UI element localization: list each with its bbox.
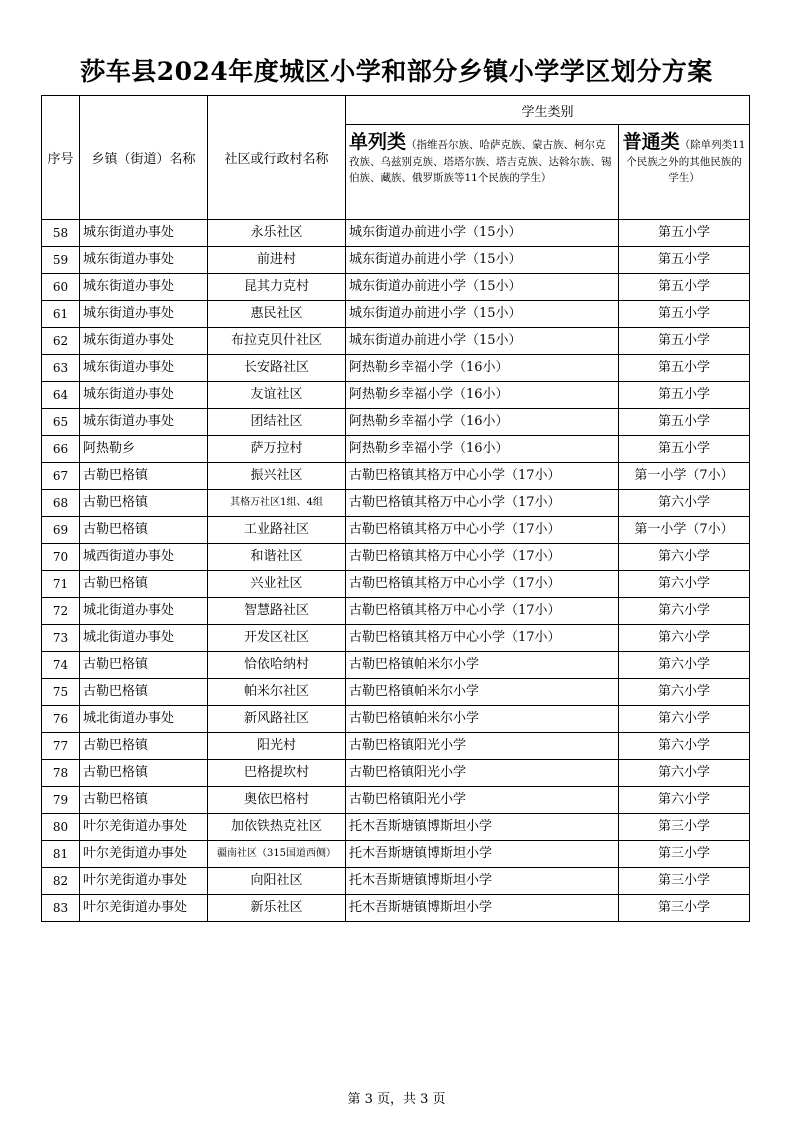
header-index: 序号: [42, 96, 80, 220]
row-single-school: 古勒巴格镇帕米尔小学: [346, 652, 619, 679]
row-index: 74: [42, 652, 80, 679]
row-single-school: 古勒巴格镇其格万中心小学（17小）: [346, 463, 619, 490]
row-single-school: 古勒巴格镇阳光小学: [346, 733, 619, 760]
table-row: [42, 787, 750, 814]
row-town: 古勒巴格镇: [80, 571, 208, 598]
row-community: 昆其力克村: [208, 274, 346, 301]
row-index: 71: [42, 571, 80, 598]
row-town: 古勒巴格镇: [80, 733, 208, 760]
row-community: 巴格提坎村: [208, 760, 346, 787]
table-row: [42, 625, 750, 652]
row-index: 60: [42, 274, 80, 301]
table-row: [42, 544, 750, 571]
row-single-school: 古勒巴格镇其格万中心小学（17小）: [346, 625, 619, 652]
row-town: 阿热勒乡: [80, 436, 208, 463]
row-community: 友谊社区: [208, 382, 346, 409]
row-community: 工业路社区: [208, 517, 346, 544]
row-index: 81: [42, 841, 80, 868]
row-community: 智慧路社区: [208, 598, 346, 625]
row-normal-school: 第六小学: [619, 571, 750, 598]
row-index: 70: [42, 544, 80, 571]
header-town: 乡镇（街道）名称: [80, 96, 208, 220]
row-index: 68: [42, 490, 80, 517]
row-index: 64: [42, 382, 80, 409]
row-normal-school: 第六小学: [619, 490, 750, 517]
row-index: 80: [42, 814, 80, 841]
table-row: [42, 328, 750, 355]
row-single-school: 古勒巴格镇阳光小学: [346, 760, 619, 787]
row-town: 叶尔羌街道办事处: [80, 868, 208, 895]
row-single-school: 托木吾斯塘镇博斯坦小学: [346, 841, 619, 868]
header-category: 学生类别: [346, 96, 750, 125]
row-single-school: 古勒巴格镇阳光小学: [346, 787, 619, 814]
table-row: [42, 301, 750, 328]
table-row: [42, 868, 750, 895]
row-single-school: 古勒巴格镇其格万中心小学（17小）: [346, 490, 619, 517]
header-single: [346, 125, 619, 220]
row-town: 城东街道办事处: [80, 355, 208, 382]
row-single-school: 古勒巴格镇其格万中心小学（17小）: [346, 544, 619, 571]
row-single-school: 古勒巴格镇其格万中心小学（17小）: [346, 598, 619, 625]
row-single-school: 古勒巴格镇帕米尔小学: [346, 679, 619, 706]
row-community: 和谐社区: [208, 544, 346, 571]
row-community: 恰依哈纳村: [208, 652, 346, 679]
row-town: 城东街道办事处: [80, 220, 208, 247]
row-town: 叶尔羌街道办事处: [80, 841, 208, 868]
row-index: 65: [42, 409, 80, 436]
row-normal-school: 第五小学: [619, 436, 750, 463]
row-community: 向阳社区: [208, 868, 346, 895]
row-normal-school: 第六小学: [619, 544, 750, 571]
row-community: 开发区社区: [208, 625, 346, 652]
row-single-school: 古勒巴格镇帕米尔小学: [346, 706, 619, 733]
row-community: 前进村: [208, 247, 346, 274]
table-row: [42, 679, 750, 706]
row-community: 萨万拉村: [208, 436, 346, 463]
row-normal-school: 第五小学: [619, 301, 750, 328]
row-index: 58: [42, 220, 80, 247]
row-town: 城东街道办事处: [80, 409, 208, 436]
row-single-school: 古勒巴格镇其格万中心小学（17小）: [346, 571, 619, 598]
row-town: 古勒巴格镇: [80, 490, 208, 517]
row-town: 叶尔羌街道办事处: [80, 895, 208, 922]
row-community: 疆南社区（315国道西侧）: [208, 841, 346, 868]
row-normal-school: 第五小学: [619, 328, 750, 355]
table-row: [42, 382, 750, 409]
row-normal-school: 第五小学: [619, 247, 750, 274]
row-community: 兴业社区: [208, 571, 346, 598]
row-normal-school: 第三小学: [619, 868, 750, 895]
row-community: 阳光村: [208, 733, 346, 760]
row-single-school: 阿热勒乡幸福小学（16小）: [346, 436, 619, 463]
row-single-school: 古勒巴格镇其格万中心小学（17小）: [346, 517, 619, 544]
table-row: [42, 463, 750, 490]
row-index: 59: [42, 247, 80, 274]
table-row: [42, 652, 750, 679]
row-town: 古勒巴格镇: [80, 787, 208, 814]
row-single-school: 城东街道办前进小学（15小）: [346, 274, 619, 301]
row-index: 77: [42, 733, 80, 760]
row-town: 城北街道办事处: [80, 706, 208, 733]
document-title: 莎车县2024年度城区小学和部分乡镇小学学区划分方案: [80, 57, 713, 86]
row-index: 82: [42, 868, 80, 895]
row-community: 团结社区: [208, 409, 346, 436]
row-normal-school: 第六小学: [619, 733, 750, 760]
row-community: 振兴社区: [208, 463, 346, 490]
table-row: [42, 220, 750, 247]
single-desc: （指维吾尔族、哈萨克族、蒙古族、柯尔克孜族、乌兹别克族、塔塔尔族、塔吉克族、达斡尔族、锡伯族、藏族、俄罗斯族等11个民族的学生）: [349, 139, 612, 184]
normal-desc: （除单列类11个民族之外的其他民族的学生）: [626, 139, 746, 184]
row-normal-school: 第五小学: [619, 409, 750, 436]
row-index: 76: [42, 706, 80, 733]
row-index: 63: [42, 355, 80, 382]
row-single-school: 城东街道办前进小学（15小）: [346, 220, 619, 247]
row-town: 城东街道办事处: [80, 274, 208, 301]
table-row: [42, 841, 750, 868]
row-community: 长安路社区: [208, 355, 346, 382]
row-normal-school: 第六小学: [619, 598, 750, 625]
single-label: 单列类: [349, 131, 407, 153]
table-row: [42, 274, 750, 301]
row-normal-school: 第六小学: [619, 625, 750, 652]
row-town: 城北街道办事处: [80, 598, 208, 625]
row-index: 62: [42, 328, 80, 355]
table-row: [42, 409, 750, 436]
table-row: [42, 247, 750, 274]
row-normal-school: 第六小学: [619, 652, 750, 679]
row-town: 古勒巴格镇: [80, 463, 208, 490]
header-normal: [619, 125, 750, 220]
row-normal-school: 第六小学: [619, 787, 750, 814]
table-row: [42, 760, 750, 787]
row-community: 奥依巴格村: [208, 787, 346, 814]
row-normal-school: 第五小学: [619, 274, 750, 301]
row-community: 惠民社区: [208, 301, 346, 328]
row-community: 永乐社区: [208, 220, 346, 247]
table-row: [42, 436, 750, 463]
row-community: 加依铁热克社区: [208, 814, 346, 841]
row-town: 城西街道办事处: [80, 544, 208, 571]
row-town: 城东街道办事处: [80, 301, 208, 328]
row-normal-school: 第五小学: [619, 382, 750, 409]
row-single-school: 阿热勒乡幸福小学（16小）: [346, 409, 619, 436]
row-town: 城东街道办事处: [80, 247, 208, 274]
row-town: 古勒巴格镇: [80, 652, 208, 679]
table-row: [42, 895, 750, 922]
row-single-school: 城东街道办前进小学（15小）: [346, 247, 619, 274]
row-town: 叶尔羌街道办事处: [80, 814, 208, 841]
table-row: [42, 490, 750, 517]
row-single-school: 城东街道办前进小学（15小）: [346, 301, 619, 328]
row-single-school: 城东街道办前进小学（15小）: [346, 328, 619, 355]
row-single-school: 阿热勒乡幸福小学（16小）: [346, 355, 619, 382]
table-row: [42, 598, 750, 625]
row-index: 78: [42, 760, 80, 787]
header-community: 社区或行政村名称: [208, 96, 346, 220]
row-index: 67: [42, 463, 80, 490]
row-index: 83: [42, 895, 80, 922]
row-town: 城东街道办事处: [80, 382, 208, 409]
page-footer: 第 3 页，共 3 页: [347, 1092, 446, 1107]
row-town: 古勒巴格镇: [80, 679, 208, 706]
normal-label: 普通类: [622, 131, 680, 153]
row-single-school: 阿热勒乡幸福小学（16小）: [346, 382, 619, 409]
table-row: [42, 733, 750, 760]
row-index: 75: [42, 679, 80, 706]
row-town: 城北街道办事处: [80, 625, 208, 652]
row-normal-school: 第五小学: [619, 220, 750, 247]
row-community: 新乐社区: [208, 895, 346, 922]
row-normal-school: 第三小学: [619, 841, 750, 868]
row-index: 73: [42, 625, 80, 652]
row-normal-school: 第三小学: [619, 814, 750, 841]
row-index: 61: [42, 301, 80, 328]
row-town: 古勒巴格镇: [80, 517, 208, 544]
row-community: 新风路社区: [208, 706, 346, 733]
row-town: 城东街道办事处: [80, 328, 208, 355]
district-table: [41, 95, 750, 922]
row-index: 79: [42, 787, 80, 814]
row-community: 其格万社区1组、4组: [208, 490, 346, 517]
row-community: 布拉克贝什社区: [208, 328, 346, 355]
row-normal-school: 第六小学: [619, 679, 750, 706]
table-row: [42, 814, 750, 841]
row-normal-school: 第一小学（7小）: [619, 517, 750, 544]
row-normal-school: 第三小学: [619, 895, 750, 922]
row-single-school: 托木吾斯塘镇博斯坦小学: [346, 814, 619, 841]
row-index: 72: [42, 598, 80, 625]
row-single-school: 托木吾斯塘镇博斯坦小学: [346, 895, 619, 922]
table-row: [42, 571, 750, 598]
row-index: 66: [42, 436, 80, 463]
row-community: 帕米尔社区: [208, 679, 346, 706]
table-row: [42, 706, 750, 733]
row-town: 古勒巴格镇: [80, 760, 208, 787]
row-normal-school: 第一小学（7小）: [619, 463, 750, 490]
row-normal-school: 第六小学: [619, 760, 750, 787]
table-body: [42, 220, 750, 922]
row-single-school: 托木吾斯塘镇博斯坦小学: [346, 868, 619, 895]
table-row: [42, 355, 750, 382]
row-normal-school: 第五小学: [619, 355, 750, 382]
table-row: [42, 517, 750, 544]
row-normal-school: 第六小学: [619, 706, 750, 733]
row-index: 69: [42, 517, 80, 544]
